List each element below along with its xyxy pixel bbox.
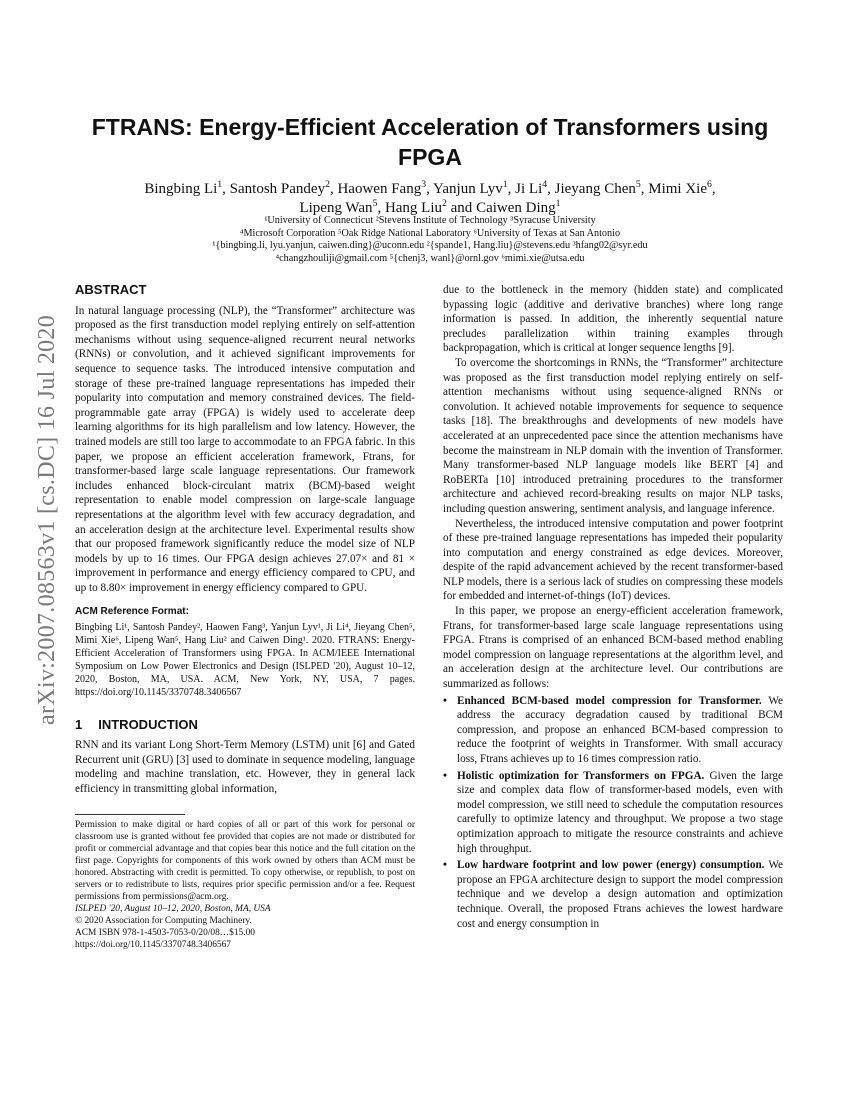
author-affiliation-mark: 2 xyxy=(325,179,330,190)
list-item xyxy=(443,694,783,767)
author-name: Caiwen Ding xyxy=(476,200,556,216)
author-name: Lipeng Wan xyxy=(299,200,373,216)
arxiv-stamp-text: arXiv:2007.08563v1 [cs.DC] 16 Jul 2020 xyxy=(34,314,60,725)
author-name: Santosh Pandey xyxy=(229,181,326,197)
footnote-divider xyxy=(75,814,185,815)
author-affiliation-mark: 1 xyxy=(555,198,561,209)
intro-paragraph: RNN and its variant Long Short-Term Memory (LSTM) unit [6] and Gated Recurrent unit (GRU) [3] used to dominate in sequence modeling, language modeling and machine translation, etc. However, they in general lack efficiency in transmitting global information, xyxy=(75,739,415,795)
isbn: ACM ISBN 978-1-4503-7053-0/20/08…$15.00 xyxy=(75,928,255,939)
affiliation-line: ¹University of Connecticut ²Stevens Institute of Technology ³Syracuse University xyxy=(264,215,596,226)
footnote-block xyxy=(75,819,415,951)
left-column xyxy=(75,283,415,951)
author-affiliation-mark: 3 xyxy=(421,179,427,190)
author-list: Bingbing Li$^1$, Santosh Pandey$^2$, Haowen Fang$^3$, Yanjun Lyv$^1$, Ji Li$^4$, Jieyang Chen$^5$, Mimi Xie$^6$, Lipeng Wan$^5$, Hang Liu$^2$ and Caiwen Ding$^1$ xyxy=(144,179,716,216)
email-line: ¹{bingbing.li, lyu.yanjun, caiwen.ding}@uconn.edu ²{spande1, Hang.liu}@stevens.edu ³hfang02@syr.edu xyxy=(212,240,648,252)
acm-reference-text: Bingbing Li¹, Santosh Pandey², Haowen Fang³, Yanjun Lyv¹, Ji Li⁴, Jieyang Chen⁵, Mimi Xie⁶, Lipeng Wan⁵, Hang Liu² and Caiwen Ding¹. 2020. FTRANS: Energy-Efficient Acceleration of Transformers using FPGA. In ACM/IEEE International Symposium on Low Power Electronics and Design (ISLPED '20), August 10–12, 2020, Boston, MA, USA. ACM, New York, NY, USA, 7 pages. https://doi.org/10.1145/3370748.3406567 xyxy=(75,622,415,698)
author-affiliation-mark: 1 xyxy=(502,179,508,190)
author-name: Haowen Fang xyxy=(337,181,422,197)
list-item xyxy=(443,769,783,857)
contribution-title: Enhanced BCM-based model compression for Transformer. xyxy=(457,694,762,707)
body-paragraph: due to the bottleneck in the memory (hidden state) and complicated bypassing logic (additive and derivative branches) where long range information is passed. In addition, the inherently sequential nature precludes parallelization within training examples through backpropagation, which is critical at longer sequence lengths [9]. xyxy=(443,284,783,355)
section-number: 1 xyxy=(75,716,83,732)
body-paragraph: Nevertheless, the introduced intensive computation and power footprint of these pre-trained language representations has impeded their popularity into computation and energy constrained as edge devices. Moreover, despite of the rapid advancement achieved by the recent transformer-based NLP models, there is a serious lack of studies on compressing these models for embedded and internet-of-things (IoT) devices. xyxy=(443,517,783,603)
body-paragraph: In this paper, we propose an energy-efficient acceleration framework, Ftrans, for transformer-based large scale language representations using FPGA. Ftrans is comprised of an enhanced BCM-based method enabling model compression on language representations at the algorithm level, and an acceleration design at the architecture level. Our contributions are summarized as follows: xyxy=(443,605,783,691)
author-name: Jieyang Chen xyxy=(554,181,636,197)
conference-info: ISLPED '20, August 10–12, 2020, Boston, MA, USA xyxy=(75,904,271,915)
body-paragraph: To overcome the shortcomings in RNNs, the “Transformer” architecture was proposed as the first transduction model replying entirely on self-attention mechanisms without using sequence-aligned RNNs or convolution. It achieved notable improvements for sequence to sequence tasks [18]. The breakthroughs and developments of new models have accelerated at an unprecedented pace since the attention mechanisms have become the mainstream in NLP domain with the invention of Transformer. Many transformer-based NLP language models like BERT [4] and RoBERTa [10] introduced pretraining procedures to the transformer architecture and achieved record-breaking results on major NLP tasks, including question answering, sentiment analysis, and language inference. xyxy=(443,356,783,515)
author-name: Mimi Xie xyxy=(648,181,707,197)
contribution-title: Holistic optimization for Transformers on FPGA. xyxy=(457,769,705,782)
permission-notice: Permission to make digital or hard copies of all or part of this work for personal or classroom use is granted without fee provided that copies are not made or distributed for profit or commercial advantage and that copies bear this notice and the full citation on the first page. Copyrights for components of this work owned by others than ACM must be honored. Abstracting with credit is permitted. To copy otherwise, or republish, to post on servers or to redistribute to lists, requires prior specific permission and/or a fee. Request permissions from permissions@acm.org. xyxy=(75,820,415,903)
author-affiliation-mark: 2 xyxy=(442,198,447,209)
author-name: Yanjun Lyv xyxy=(433,181,503,197)
author-affiliation-mark: 6 xyxy=(706,179,712,190)
section-title: INTRODUCTION xyxy=(98,716,198,732)
section-heading-introduction xyxy=(75,718,415,733)
right-column xyxy=(443,283,783,933)
author-name: Bingbing Li xyxy=(144,181,218,197)
list-item xyxy=(443,858,783,931)
author-affiliation-mark: 1 xyxy=(217,179,223,190)
arxiv-stamp xyxy=(14,305,60,725)
abstract-text: In natural language processing (NLP), the “Transformer” architecture was proposed as the first transduction model replying entirely on self-attention mechanisms without using sequence-aligned recurrent neural networks (RNNs) or convolution, and it achieved significant improvements for sequence to sequence tasks. The introduced intensive computation and storage of these pre-trained language representations has impeded their popularity into computation and memory constrained devices. The field-programmable gate array (FPGA) is widely used to accelerate deep learning algorithms for its high parallelism and low latency. However, the trained models are still too large to accommodate to an FPGA fabric. In this paper, we propose an efficient acceleration framework, Ftrans, for transformer-based large scale language representations. Our framework includes enhanced block-circulant matrix (BCM)-based weight representation to enable model compression on large-scale language representations at the algorithm level with few accuracy degradation, and an acceleration design at the architecture level. Experimental results show that our proposed framework significantly reduce the model size of NLP models by up to 16 times. Our FPGA design achieves 27.07× and 81 × improvement in performance and energy efficiency compared to CPU, and up to 8.80× improvement in energy efficiency compared to GPU. xyxy=(75,304,415,594)
contribution-body: Given the large size and complex data flow of transformer-based models, even with model compression, we still need to schedule the computation resources carefully to optimize latency and throughput. We propose a two stage optimization approach to mitigate the resource constraints and achieve high throughput. xyxy=(457,769,783,855)
contribution-list xyxy=(443,694,783,932)
author-affiliation-mark: 4 xyxy=(542,179,548,190)
author-name: Ji Li xyxy=(515,181,543,197)
author-affiliation-mark: 5 xyxy=(372,198,378,209)
affiliation-line: ⁴Microsoft Corporation ⁵Oak Ridge National Laboratory ⁶University of Texas at San Antonio xyxy=(239,227,621,239)
author-name: Hang Liu xyxy=(384,200,443,216)
affiliations xyxy=(80,215,780,265)
author-affiliation-mark: 5 xyxy=(635,179,641,190)
acm-reference-label: ACM Reference Format: xyxy=(75,606,189,618)
contribution-body: We address the accuracy degradation caused by traditional BCM compression, and propose an enhanced BCM-based compression to reduce the footprint of weights in Transformer. With small accuracy loss, Ftrans achieves up to 16 times compression ratio. xyxy=(457,694,783,765)
paper-title: FTRANS: Energy-Efficient Acceleration of Transformers using FPGA xyxy=(91,114,769,170)
copyright-notice: © 2020 Association for Computing Machinery. xyxy=(75,916,252,927)
abstract-heading: ABSTRACT xyxy=(75,282,147,297)
contribution-body: We propose an FPGA architecture design to support the model compression technique and we develop a design automation and optimization technique. Overall, the proposed Ftrans achieves the lowest hardware cost and energy consumption in xyxy=(457,859,783,930)
email-line: ⁴changzhouliji@gmail.com ⁵{chenj3, wanl}@ornl.gov ⁶mimi.xie@utsa.edu xyxy=(275,252,585,264)
doi-link[interactable]: https://doi.org/10.1145/3370748.3406567 xyxy=(75,940,231,951)
contribution-title: Low hardware footprint and low power (energy) consumption. xyxy=(457,859,765,872)
